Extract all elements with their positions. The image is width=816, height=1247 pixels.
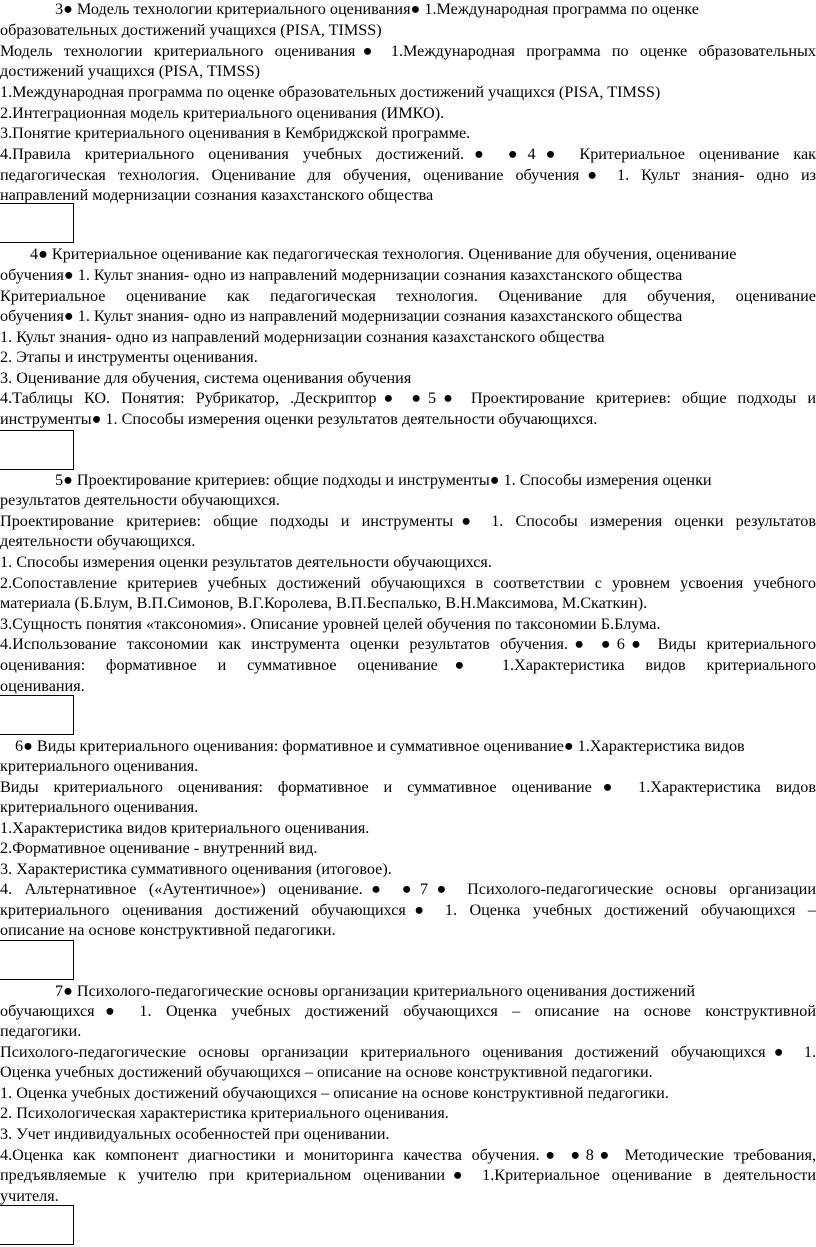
section-intro: Оценка учебных достижений обучающихся – описание на основе конструктивной педагогики. <box>0 1063 653 1081</box>
section-intro: Психолого-педагогические основы организации критериального оценивания достижений обучающихся● 1. <box>0 1043 816 1061</box>
section-heading: 4● Критериальное оценивание как педагогическая технология. Оценивание для обучения, оценивание <box>30 245 737 263</box>
list-item: 1.Международная программа по оценке образовательных достижений учащихся (PISA, TIMSS) <box>0 83 661 101</box>
list-item: 1.Характеристика видов критериального оценивания. <box>0 819 370 837</box>
section-intro: Виды критериального оценивания: формативное и суммативное оценивание● 1.Характеристика видов <box>0 778 816 796</box>
section-heading: педагогики. <box>0 1022 82 1040</box>
section-tail: предъявляемые к учителю при критериальном оценивании● 1.Критериальное оценивание в деятельности <box>0 1166 816 1184</box>
list-item: 2. Психологическая характеристика критериального оценивания. <box>0 1104 449 1122</box>
section-tail: учителя. <box>0 1187 59 1205</box>
section-tail: 4.Правила критериального оценивания учебных достижений.● ●4● Критериальное оценивание как <box>0 145 816 163</box>
section-intro: Модель технологии критериального оценивания● 1.Международная программа по оценке образовательных <box>0 42 816 60</box>
list-item: 2.Сопоставление критериев учебных достижений обучающихся в соответствии с уровнем усвоения учебного <box>0 574 816 592</box>
list-item: 3. Учет индивидуальных особенностей при оценивании. <box>0 1125 390 1143</box>
section-tail: инструменты● 1. Способы измерения оценки результатов деятельности обучающихся. <box>0 410 598 428</box>
section-heading: 6● Виды критериального оценивания: формативное и суммативное оценивание● 1.Характеристика видов <box>15 737 745 755</box>
list-item: 1. Культ знания- одно из направлений модернизации сознания казахстанского общества <box>0 328 605 346</box>
section-heading: 7● Психолого-педагогические основы организации критериального оценивания достижений <box>55 982 696 1000</box>
section-heading: образовательных достижений учащихся (PISA, TIMSS) <box>0 21 382 39</box>
list-item: 2. Этапы и инструменты оценивания. <box>0 348 258 366</box>
section-tail: педагогическая технология. Оценивание для обучения, оценивание обучения● 1. Культ знания- одно из <box>0 166 816 184</box>
section-tail: 4.Использование таксономии как инструмента оценки результатов обучения.● ●6● Виды критериального <box>0 635 816 653</box>
section-intro: достижений учащихся (PISA, TIMSS) <box>0 62 261 80</box>
list-item: 3. Характеристика суммативного оценивания (итоговое). <box>0 860 392 878</box>
section-tail: направлений модернизации сознания казахстанского общества <box>0 186 434 204</box>
list-item: 3. Оценивание для обучения, система оценивания обучения <box>0 369 412 387</box>
list-item: 2.Интеграционная модель критериального оценивания (ИМКО). <box>0 104 445 122</box>
list-item: материала (Б.Блум, В.П.Симонов, В.Г.Королева, В.П.Беспалько, В.Н.Максимова, М.Скаткин). <box>0 594 648 612</box>
section-heading: 3● Модель технологии критериального оценивания● 1.Международная программа по оценке <box>55 0 699 18</box>
list-item: 1. Способы измерения оценки результатов деятельности обучающихся. <box>0 553 492 571</box>
section-intro: Проектирование критериев: общие подходы и инструменты● 1. Способы измерения оценки результатов <box>0 512 816 530</box>
list-item: 3.Сущность понятия «таксономия». Описание уровней целей обучения по таксономии Б.Блума. <box>0 615 661 633</box>
section-tail: 4.Таблицы КО. Понятия: Рубрикатор, .Дескриптор● ●5● Проектирование критериев: общие подходы и <box>0 389 816 407</box>
section-heading: результатов деятельности обучающихся. <box>0 491 280 509</box>
answer-box <box>0 940 74 980</box>
section-tail: описание на основе конструктивной педагогики. <box>0 921 336 939</box>
list-item: 1. Оценка учебных достижений обучающихся – описание на основе конструктивной педагогики. <box>0 1084 669 1102</box>
section-intro: критериального оценивания. <box>0 798 199 816</box>
section-tail: оценивания. <box>0 677 85 695</box>
list-item: 3.Понятие критериального оценивания в Кембриджской программе. <box>0 124 471 142</box>
answer-box <box>0 1205 74 1245</box>
section-intro: Критериальное оценивание как педагогическая технология. Оценивание для обучения, оценивание <box>0 287 816 305</box>
section-tail: 4. Альтернативное («Аутентичное») оценивание.● ●7● Психолого-педагогические основы организации <box>0 880 816 898</box>
section-tail: критериального оценивания достижений обучающихся● 1. Оценка учебных достижений обучающихся – <box>0 901 816 919</box>
section-heading: обучения● 1. Культ знания- одно из направлений модернизации сознания казахстанского общества <box>0 266 683 284</box>
section-intro: деятельности обучающихся. <box>0 532 196 550</box>
answer-box <box>0 203 74 243</box>
section-tail: 4.Оценка как компонент диагностики и мониторинга качества обучения.● ●8● Методические требования, <box>0 1146 816 1164</box>
answer-box <box>0 430 74 470</box>
answer-box <box>0 695 74 735</box>
section-heading: обучающихся● 1. Оценка учебных достижений обучающихся – описание на основе конструктивной <box>0 1002 816 1020</box>
section-heading: 5● Проектирование критериев: общие подходы и инструменты● 1. Способы измерения оценки <box>55 471 712 489</box>
section-heading: критериального оценивания. <box>0 757 199 775</box>
list-item: 2.Формативное оценивание - внутренний вид. <box>0 839 318 857</box>
section-intro: обучения● 1. Культ знания- одно из направлений модернизации сознания казахстанского общества <box>0 307 683 325</box>
section-tail: оценивания: формативное и суммативное оценивание● 1.Характеристика видов критериального <box>0 656 816 674</box>
